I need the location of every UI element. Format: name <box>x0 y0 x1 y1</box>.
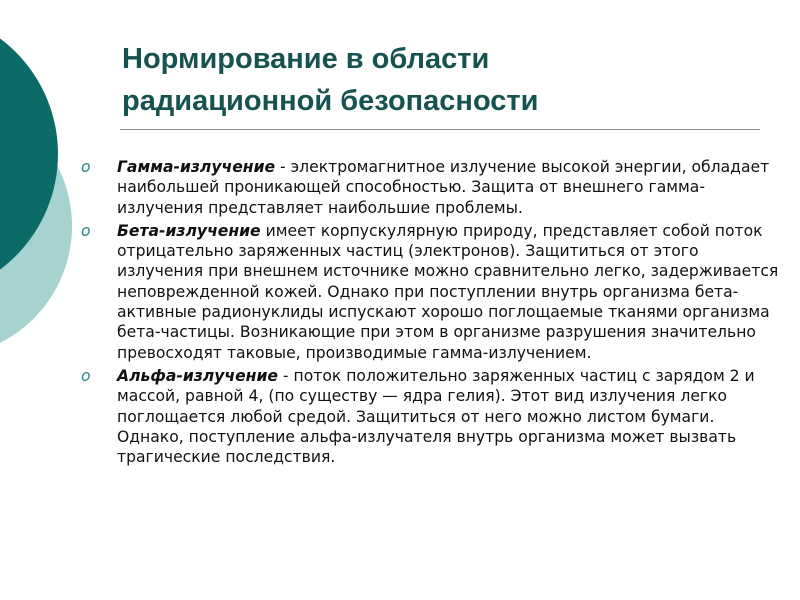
bullet-item-alpha <box>80 366 780 467</box>
bullet-marker-icon: o <box>81 366 91 385</box>
bullet-item-beta <box>80 221 780 363</box>
bullet-text: - электромагнитное излучение высокой энергии, обладает наибольшей проникающей способностью. Защита от внешнего гамма-излучения представляет наибольшие проблемы. <box>117 158 770 217</box>
bullet-term: Гамма-излучение <box>117 158 276 176</box>
slide-title-line: Нормирование в области <box>122 43 490 75</box>
bullet-marker-icon: o <box>81 221 91 240</box>
bullet-marker-icon: o <box>81 158 91 176</box>
slide-title-line: радиационной безопасности <box>122 85 539 117</box>
slide-title <box>122 38 762 122</box>
bullet-text: - поток положительно заряженных частиц с зарядом 2 и массой, равной 4, (по существу — ядра гелия). Этот вид излучения легко поглощается любой средой. Защититься от него можно листом бумаги. Однако, поступление альфа-излучателя внутрь организма может вызвать трагические последствия. <box>117 366 755 467</box>
bullet-item-gamma <box>80 157 780 218</box>
bullet-term: Альфа-излучение <box>117 366 278 385</box>
bullet-term: Бета-излучение <box>117 221 261 240</box>
bullet-text: имеет корпускулярную природу, представляет собой поток отрицательно заряженных частиц (электронов). Защититься от этого излучения при внешнем источнике можно сравнительно легко, задерживается неповрежденной кожей. Однако при поступлении внутрь организма бета-активные радионуклиды испускают хорошо поглощаемые тканями организма бета-частицы. Возникающие при этом в организме разрушения значительно превосходят таковые, производимые гамма-излучением. <box>117 221 779 362</box>
bullet-list <box>80 157 780 470</box>
title-divider <box>120 129 760 130</box>
